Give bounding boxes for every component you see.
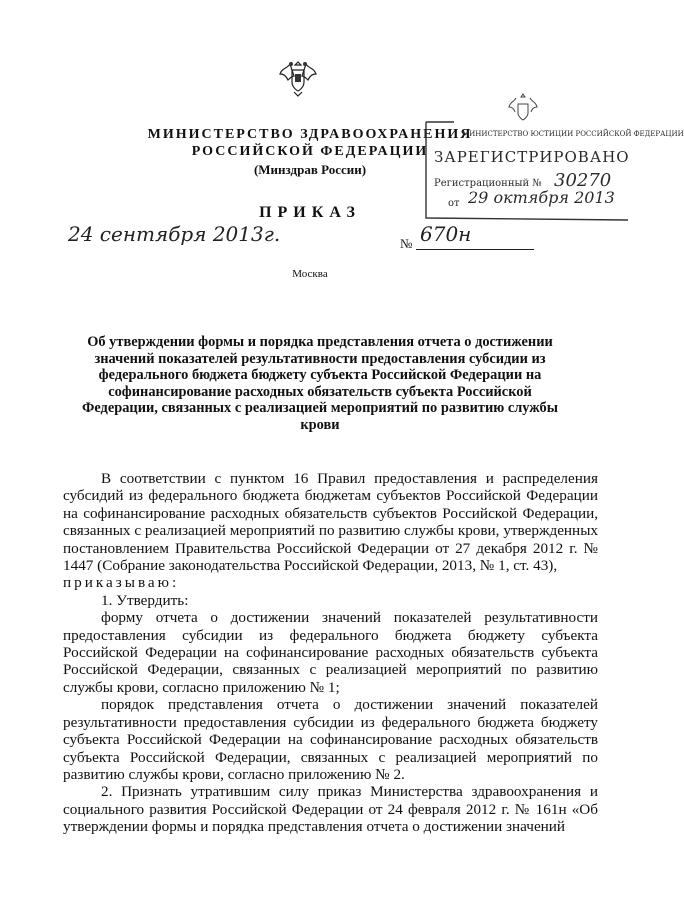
document-body [63, 470, 598, 836]
stamp-status: ЗАРЕГИСТРИРОВАНО [434, 148, 630, 166]
stamp-authority: МИНИСТЕРСТВО ЮСТИЦИИ РОССИЙСКОЙ ФЕДЕРАЦИИ [462, 130, 684, 138]
item-1-form: форму отчета о достижении значений показателей результативности предоставления субсидии из федерального бюджета бюджету субъекта Российской Федерации на софинансирование расходных обязательств субъекта Российской Федерации, связанных с реализацией мероприятий по развитию службы крови, согласно приложению № 1; [63, 609, 598, 696]
number-underline [416, 249, 534, 250]
ministry-short-name: (Минздрав России) [253, 162, 367, 177]
document-type: ПРИКАЗ [259, 204, 361, 221]
ministry-name-line2: РОССИЙСКОЙ ФЕДЕРАЦИИ [191, 144, 429, 159]
stamp-date-value: 29 октября 2013 [468, 188, 615, 207]
item-1-procedure: порядок представления отчета о достижении значений показателей результативности предоставления субсидии из федерального бюджета бюджету субъекта Российской Федерации на софинансирование расходных обязательств субъекта Российской Федерации, связанных с реализацией мероприятий по развитию службы крови, согласно приложению № 2. [63, 696, 598, 783]
document-title: Об утверждении формы и порядка представления отчета о достижении значений показателей результативности предоставления субсидии из федерального бюджета бюджету субъекта Российской Федерации на софинансирование расходных обязательств субъекта Российской Федерации, связанных с реализацией мероприятий по развитию службы крови [82, 334, 558, 433]
order-number-label: № [400, 236, 413, 251]
coat-of-arms-emblem [276, 56, 320, 100]
stamp-reg-label: Регистрационный № [434, 178, 542, 189]
preamble-paragraph: В соответствии с пунктом 16 Правил предоставления и распределения субсидий из федерального бюджета бюджетам субъектов Российской Федерации на софинансирование расходных обязательств субъектов Российской Федерации, связанных с реализацией мероприятий по развитию службы крови, утвержденных постановлением Правительства Российской Федерации от 27 декабря 2012 г. № 1447 (Собрание законодательства Российской Федерации, 2013, № 1, ст. 43), [63, 470, 598, 575]
order-number: 670н [420, 222, 472, 246]
order-word: приказываю: [63, 574, 180, 592]
stamp-reg-number: 30270 [554, 170, 612, 191]
order-date: 24 сентября 2013г. [68, 222, 281, 246]
stamp-eagle-icon [508, 92, 538, 131]
item-1: 1. Утвердить: [101, 591, 189, 609]
city: Москва [292, 268, 328, 280]
item-2: 2. Признать утратившим силу приказ Министерства здравоохранения и социального развития Российской Федерации от 24 февраля 2012 г. № 161н «Об утверждении формы и порядка представления отчета о достижении значений [63, 783, 598, 836]
ministry-name-line1: МИНИСТЕРСТВО ЗДРАВООХРАНЕНИЯ [147, 127, 473, 142]
stamp-date-label: от [448, 198, 460, 209]
